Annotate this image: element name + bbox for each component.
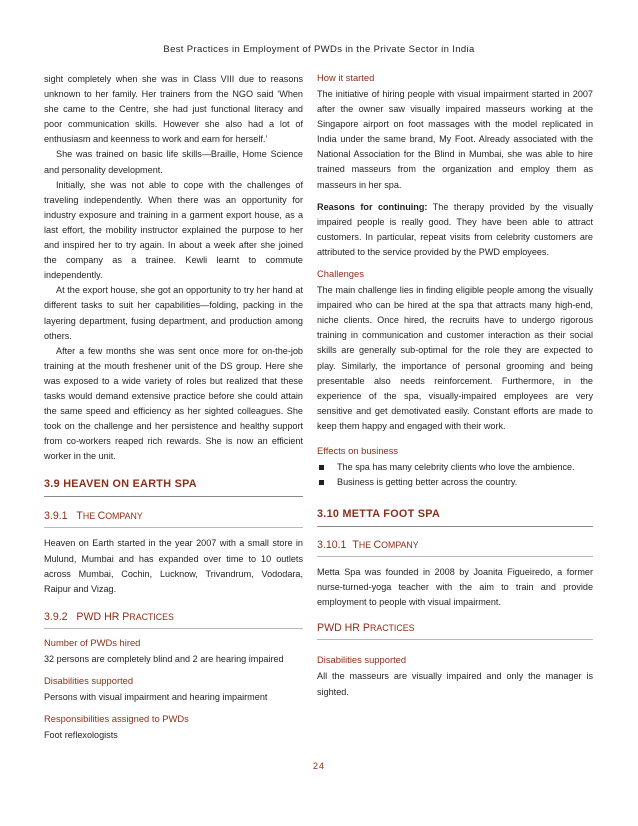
label-how-started: How it started	[317, 72, 375, 83]
bullet-icon	[319, 465, 324, 470]
paragraph: At the export house, she got an opportunity to try her hand at different tasks to suit her capabilities—folding, packing in the layering department, fusing department, and production among others.	[44, 285, 303, 341]
paragraph: sight completely when she was in Class VIII due to reasons unknown to her family. Her trainers from the NGO said ‘When she came to the Centre, she had just functional literacy and poor communication skills. However she also had a lot of enthusiasm and keenness to work and earn for herself.’	[44, 74, 303, 145]
label-disabilities: Disabilities supported	[44, 674, 134, 686]
heading-letter: T	[352, 539, 359, 552]
running-header: Best Practices in Employment of PWDs in the Private Sector in India	[163, 44, 475, 55]
subsection-heading-company	[317, 539, 593, 557]
section-heading-heaven-on-earth: 3.9 HEAVEN ON EARTH SPA	[44, 478, 303, 497]
effects-list	[317, 460, 593, 490]
label-challenges: Challenges	[317, 268, 364, 280]
heading-smallcaps: OMPANY	[381, 540, 419, 551]
list-item: The spa has many celebrity clients who love the ambience.	[317, 460, 593, 475]
heading-text: PWD HR P	[317, 622, 370, 635]
paragraph: She was trained on basic life skills—Braille, Home Science and personality development.	[44, 149, 303, 175]
heading-smallcaps: HE	[358, 540, 374, 551]
heading-smallcaps: HE	[82, 511, 98, 522]
how-started-text: The initiative of hiring people with visual impairment started in 2007 after the owner saw visually impaired masseurs working at the Singapore airport on foot massages with the model replicated in India under the same brand, My Foot. Already associated with the National Association for the Blind in Mumbai, she was able to hire trained masseurs from the organization and employ them as masseurs in her spa.	[317, 89, 593, 190]
subsection-number: 3.9.2	[44, 610, 68, 623]
label-number-hired: Number of PWDs hired	[44, 636, 141, 648]
left-column	[44, 72, 303, 743]
subsection-number: 3.9.1	[44, 510, 68, 523]
subsection-heading-company	[44, 510, 303, 528]
heading-smallcaps: RACTICES	[369, 623, 415, 634]
label-disabilities: Disabilities supported	[317, 654, 407, 666]
heading-text: PWD HR P	[76, 610, 130, 623]
heading-smallcaps: OMPANY	[105, 511, 143, 522]
subsection-heading-hr-practices	[317, 622, 593, 640]
list-item: Business is getting better across the country.	[317, 475, 593, 490]
company-description: Heaven on Earth started in the year 2007 with a small store in Mulund, Mumbai and has expanded over time to 10 outlets across Mumbai, Cochin, Lucknow, Trivandrum, Vododara, Raipur and Vizag.	[44, 538, 303, 594]
heading-smallcaps: RACTICES	[129, 611, 174, 622]
heading-letter: C	[97, 510, 106, 523]
subsection-heading-hr-practices	[44, 611, 303, 629]
reasons-paragraph	[317, 200, 593, 260]
reasons-text: The therapy provided by the visually impaired people is really good. They have been able to attract customers. In particular, repeat visits from celebrity customers are attributed to the service provided by the PWD employees.	[317, 201, 593, 257]
label-responsibilities: Responsibilities assigned to PWDs	[44, 713, 189, 724]
heading-letter: T	[76, 510, 83, 523]
bullet-icon	[319, 480, 324, 485]
number-hired-text: 32 persons are completely blind and 2 are hearing impaired	[44, 653, 284, 664]
label-effects: Effects on business	[317, 444, 399, 456]
paragraph: Initially, she was not able to cope with the challenges of traveling independently. When there was an opportunity for industry exposure and training in a garment export house, as a last effort, the mobility instructor explained the purpose to her and inspired her to try again. In about a week after she joined the company as a trainee. Kewli learnt to commute independently.	[44, 179, 303, 281]
reasons-label: Reasons for continuing:	[317, 201, 428, 212]
disabilities-text: All the masseurs are visually impaired and only the manager is sighted.	[317, 671, 593, 697]
company-description: Metta Spa was founded in 2008 by Joanita Figueiredo, a former nurse-turned-yoga teacher with the aim to train and provide employment to people with visual impairment.	[317, 567, 593, 608]
responsibilities-text: Foot reflexologists	[44, 730, 118, 740]
right-column	[317, 72, 593, 700]
page-number: 24	[312, 761, 325, 771]
subsection-number: 3.10.1	[317, 539, 347, 552]
section-heading-metta-foot-spa: 3.10 METTA FOOT SPA	[317, 508, 593, 527]
heading-letter: C	[373, 539, 382, 552]
paragraph: After a few months she was sent once more for on-the-job training at the mouth freshener unit of the DS group. Here she was exposed to a wide variety of roles but realized that these tasks would demand extensive practice before she could attain the same speed and efficiency as her sighted colleagues. She took on the challenge and her persistence and healthy support from co-workers reaped rich rewards. She is now an efficient worker in the unit.	[44, 345, 303, 462]
challenges-text: The main challenge lies in finding eligible people among the visually impaired who can be hired at the spa that attracts many high-end, niche clients. Once hired, the recruits have to undergo rigorous training in communication and customer interaction as their social skills are generally sub-optimal for the role they are expected to play. Similarly, the importance of personal grooming and being presentable also needs reinforcement. Furthermore, in the experience of the spa, visually-impaired employees are very sensitive and get demotivated easily. Constant efforts are made to keep them happy and engaged with their work.	[317, 285, 593, 431]
disabilities-text: Persons with visual impairment and hearing impairment	[44, 691, 268, 702]
